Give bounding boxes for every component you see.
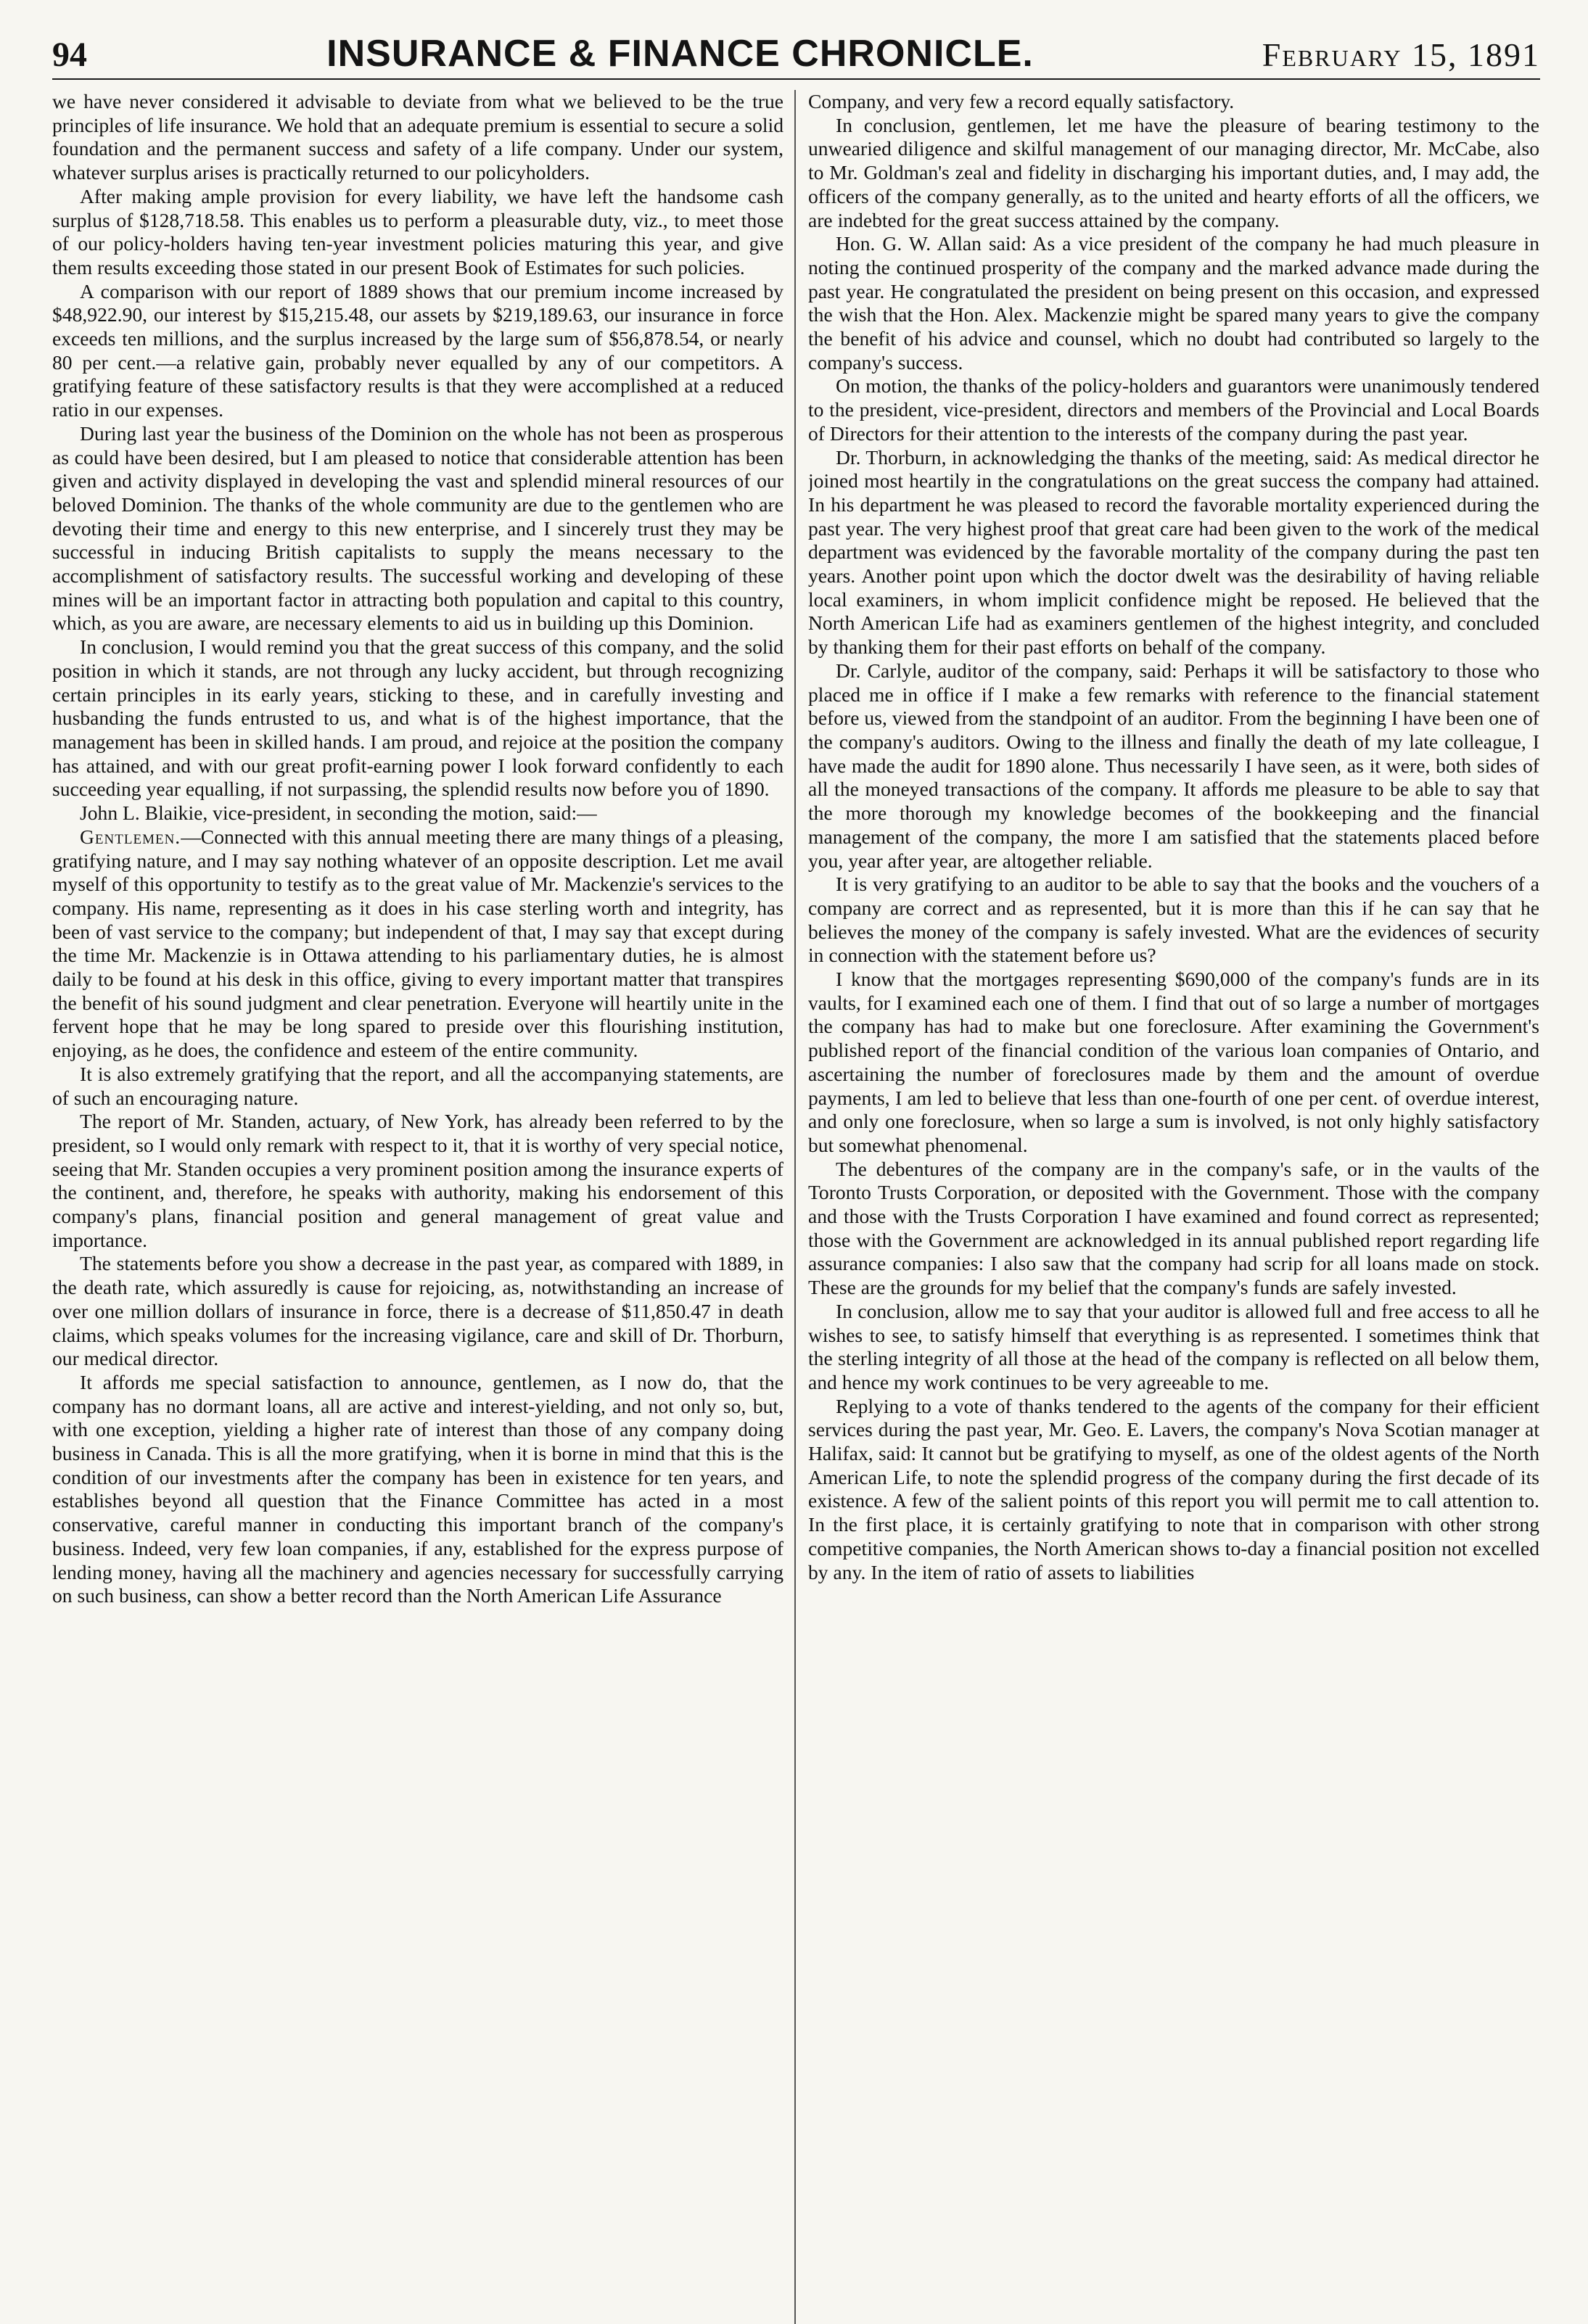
- paragraph: [52, 802, 783, 825]
- paragraph-text: The statements before you show a decrease in the past year, as compared with 1889, in the death rate, which assuredly is cause for rejoicing, as, notwithstanding an increase of over one million dollars of insurance in force, there is a decrease of $11,850.47 in death claims, which speaks volumes for the increasing vigilance, care and skill of Dr. Thorburn, our medical director.: [52, 1252, 783, 1370]
- paragraph: [52, 1063, 783, 1110]
- left-column: [52, 90, 783, 2324]
- paragraph: [808, 968, 1539, 1158]
- paragraph-text: Replying to a vote of thanks tendered to the agents of the company for their efficient services during the past year, Mr. Geo. E. Lavers, the company's Nova Scotian manager at Halifax, said: It cannot but be gratifying to myself, as one of the oldest agents of the North American Life, to note the splendid progress of the company during the first decade of its existence. A few of the salient points of this report you will permit me to call attention to. In the first place, it is certainly gratifying to note that in comparison with other strong competitive companies, the North American shows to-day a financial position not excelled by any. In the item of ratio of assets to liabilities: [808, 1394, 1539, 1583]
- paragraph-text: —Connected with this annual meeting there are many things of a pleasing, gratifying nature, and I may say nothing whatever of an opposite description. Let me avail myself of this opportunity to testify as to the great value of Mr. Mackenzie's services to the company. His name, representing as it does in his case sterling worth and integrity, has been of vast service to the company; but independent of that, I may say that except during the time Mr. Mackenzie is in Ottawa attending to his parliamentary duties, he is almost daily to be found at his desk in this office, giving to every important matter that transpires the benefit of his sound judgment and clear penetration. Everyone will heartily unite in the fervent hope that he may be long spared to preside over this flourishing institution, enjoying, as he does, the confidence and esteem of the entire community.: [52, 825, 783, 1062]
- paragraph: [808, 446, 1539, 659]
- paragraph: [808, 1395, 1539, 1585]
- salutation: Gentlemen.: [80, 825, 181, 848]
- paragraph: [808, 90, 1539, 114]
- paragraph-text: The report of Mr. Standen, actuary, of New York, has already been referred to by the president, so I would only remark with respect to it, that it is worthy of very special notice, seeing that Mr. Standen occupies a very prominent position among the insurance experts of the continent, and, therefore, he speaks with authority, making his endorsement of this company's plans, financial position and general management of great value and importance.: [52, 1110, 783, 1251]
- paragraph: [808, 1158, 1539, 1300]
- paragraph-text: John L. Blaikie, vice-president, in seconding the motion, said:—: [80, 802, 597, 825]
- paragraph: [808, 873, 1539, 968]
- page-header: [52, 32, 1540, 80]
- column-divider: [794, 90, 796, 2324]
- paragraph: [808, 374, 1539, 445]
- paragraph: [52, 1110, 783, 1252]
- journal-title: INSURANCE & FINANCE CHRONICLE.: [326, 33, 1034, 75]
- paragraph-text: In conclusion, gentlemen, let me have the pleasure of bearing testimony to the unwearied diligence and skilful management of our managing director, Mr. McCabe, also to Mr. Goldman's zeal and fidelity in discharging his important duties, and, I may add, the officers of the company generally, as to the united and hearty efforts of all the officers, we are indebted for the great success attained by the company.: [808, 113, 1539, 231]
- paragraph: [52, 422, 783, 635]
- page-number: 94: [52, 36, 87, 74]
- paragraph-text: On motion, the thanks of the policy-holders and guarantors were unanimously tendered to the president, vice-president, directors and members of the Provincial and Local Boards of Directors for their attention to the interests of the company during the past year.: [808, 374, 1539, 445]
- paragraph-text: Hon. G. W. Allan said: As a vice president of the company he had much pleasure in noting the continued prosperity of the company and the marked advance made during the past year. He congratulated the president on being present on this occasion, and expressed the wish that the Hon. Alex. Mackenzie might be spared many years to give the company the benefit of his advice and counsel, which no doubt had contributed so largely to the company's success.: [808, 232, 1539, 374]
- paragraph-text: In conclusion, allow me to say that your auditor is allowed full and free access to all he wishes to see, to satisfy himself that everything is as represented. I sometimes think that the sterling integrity of all those at the head of the company is reflected on all below them, and hence my work continues to be very agreeable to me.: [808, 1299, 1539, 1393]
- paragraph: [808, 114, 1539, 233]
- paragraph: [52, 1252, 783, 1371]
- paragraph-text: In conclusion, I would remind you that the great success of this company, and the solid position in which it stands, are not through any lucky accident, but through recognizing certain principles in its early years, sticking to these, and in carefully investing and husbanding the funds entrusted to us, and what is of the highest importance, that the management has been in skilled hands. I am proud, and rejoice at the position the company has attained, and with our great profit-earning power I look forward confidently to each succeeding year equalling, if not surpassing, the splendid results now before you of 1890.: [52, 635, 783, 801]
- paragraph-text: Company, and very few a record equally satisfactory.: [808, 90, 1235, 112]
- issue-date: February 15, 1891: [1262, 36, 1540, 73]
- paragraph: [52, 825, 783, 1063]
- paragraph-text: It affords me special satisfaction to announce, gentlemen, as I now do, that the company has no dormant loans, all are active and interest-yielding, and not only so, but, with one exception, yielding a higher rate of interest than those of any company doing business in Canada. This is all the more gratifying, when it is borne in mind that this is the condition of our investments after the company has been in existence for ten years, and establishes beyond all question that the Finance Committee has acted in a most conservative, careful manner in conducting this important branch of the company's business. Indeed, very few loan companies, if any, established for the express purpose of lending money, having all the machinery and agencies necessary for successfully carrying on such business, can show a better record than the North American Life Assurance: [52, 1370, 783, 1607]
- paragraph: [52, 185, 783, 280]
- paragraph-text: A comparison with our report of 1889 shows that our premium income increased by $48,922.90, our interest by $15,215.48, our assets by $219,189.63, our insurance in force exceeds ten millions, and the surplus increased by the large sum of $56,878.54, or nearly 80 per cent.—a relative gain, probably never equalled by any of our competitors. A gratifying feature of these satisfactory results is that they were accomplished at a reduced ratio in our expenses.: [52, 279, 783, 421]
- paragraph: [808, 1300, 1539, 1395]
- paragraph: [52, 1371, 783, 1608]
- paragraph-text: It is also extremely gratifying that the report, and all the accompanying statements, are of such an encouraging nature.: [52, 1062, 783, 1109]
- paragraph-text: Dr. Carlyle, auditor of the company, said: Perhaps it will be satisfactory to those who placed me in office if I make a few remarks with reference to the financial statement before us, viewed from the standpoint of an auditor. From the beginning I have been one of the company's auditors. Owing to the illness and finally the death of my late colleague, I have made the audit for 1890 alone. Thus necessarily I have seen, as it were, both sides of all the moneyed transactions of the company. It affords me pleasure to be able to say that the more thorough my knowledge becomes of the bookkeeping and the financial management of the company, the more I am satisfied that the statements placed before you, year after year, are altogether reliable.: [808, 659, 1539, 872]
- paragraph-text: Dr. Thorburn, in acknowledging the thanks of the meeting, said: As medical director he joined most heartily in the congratulations on the great success the company had attained. In his department he was pleased to record the favorable mortality experienced during the past year. The very highest proof that great care had been given to the work of the medical department was evidenced by the favorable mortality of the company during the past ten years. Another point upon which the doctor dwelt was the desirability of having reliable local examiners, in whom implicit confidence might be reposed. He believed that the North American Life had as examiners gentlemen of the highest integrity, and concluded by thanking them for their past efforts on behalf of the company.: [808, 445, 1539, 659]
- paragraph-text: The debentures of the company are in the company's safe, or in the vaults of the Toronto Trusts Corporation, or deposited with the Government. Those with the company and those with the Trusts Corporation I have examined and found correct as represented; those with the Government are acknowledged in its annual published report regarding life assurance companies: I also saw that the company had scrip for all loans made on stock. These are the grounds for my belief that the company's funds are safely invested.: [808, 1157, 1539, 1299]
- paragraph: [808, 659, 1539, 873]
- paragraph: [52, 635, 783, 802]
- paragraph-text: It is very gratifying to an auditor to be able to say that the books and the vouchers of a company are correct and as represented, but it is more than this if he can say that he believes the money of the company is safely invested. What are the evidences of security in connection with the statement before us?: [808, 873, 1539, 967]
- paragraph-text: we have never considered it advisable to deviate from what we believed to be the true principles of life insurance. We hold that an adequate premium is essential to secure a solid foundation and the permanent success and safety of a life company. Under our system, whatever surplus arises is practically returned to our policyholders.: [52, 90, 783, 184]
- paragraph: [808, 232, 1539, 374]
- paragraph: [52, 280, 783, 422]
- paragraph-text: After making ample provision for every liability, we have left the handsome cash surplus of $128,718.58. This enables us to perform a pleasurable duty, viz., to meet those of our policy-holders having ten-year investment policies maturing this year, and give them results exceeding those stated in our present Book of Estimates for such policies.: [52, 184, 783, 279]
- paragraph-text: I know that the mortgages representing $690,000 of the company's funds are in its vaults, for I examined each one of them. I find that out of so large a number of mortgages the company has had to make but one foreclosure. After examining the Government's published report of the financial condition of the various loan companies of Ontario, and ascertaining the number of foreclosures made by them and the amount of overdue payments, I am led to believe that less than one-fourth of one per cent. of overdue interest, and only one foreclosure, when so large a sum is involved, is not only highly satisfactory but somewhat phenomenal.: [808, 968, 1539, 1156]
- paragraph-text: During last year the business of the Dominion on the whole has not been as prosperous as could have been desired, but I am pleased to notice that considerable attention has been given and activity displayed in developing the vast and splendid mineral resources of our beloved Dominion. The thanks of the whole community are due to the gentlemen who are devoting their time and energy to this new enterprise, and I sincerely trust they may be successful in inducing British capitalists to supply the means necessary to the accomplishment of satisfactory results. The successful working and developing of these mines will be an important factor in attracting both population and capital to this country, which, as you are aware, are necessary elements to aid us in building up this Dominion.: [52, 421, 783, 635]
- right-column: [808, 90, 1539, 2324]
- article-columns: [52, 90, 1540, 2324]
- paragraph: [52, 90, 783, 185]
